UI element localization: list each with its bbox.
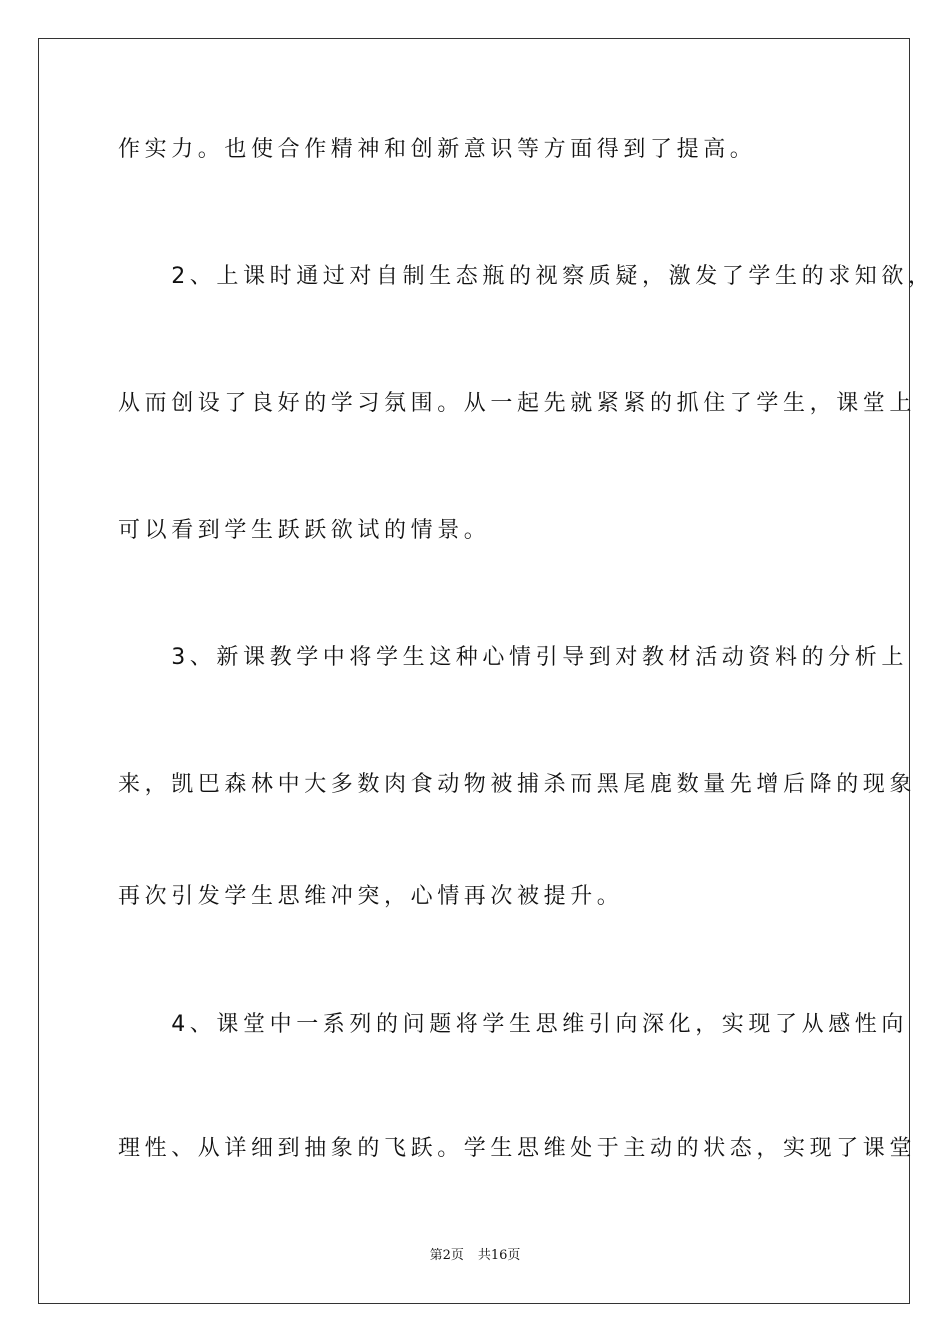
body-text-line: 可以看到学生跃跃欲试的情景。 bbox=[118, 518, 491, 543]
body-text-line: 从而创设了良好的学习氛围。从一起先就紧紧的抓住了学生，课堂上 bbox=[118, 391, 917, 416]
body-text-line: 理性、从详细到抽象的飞跃。学生思维处于主动的状态，实现了课堂 bbox=[118, 1136, 917, 1161]
body-text-line: 3、新课教学中将学生这种心情引导到对教材活动资料的分析上 bbox=[118, 645, 908, 670]
body-text-line: 2、上课时通过对自制生态瓶的视察质疑，激发了学生的求知欲， bbox=[118, 264, 935, 289]
body-text-line: 4、课堂中一系列的问题将学生思维引向深化，实现了从感性向 bbox=[118, 1012, 908, 1037]
page-footer bbox=[0, 1247, 950, 1265]
total-pages: 共16页 bbox=[477, 1248, 521, 1263]
body-text-line: 作实力。也使合作精神和创新意识等方面得到了提高。 bbox=[118, 137, 757, 162]
body-text-line: 再次引发学生思维冲突，心情再次被提升。 bbox=[118, 884, 624, 909]
body-text-line: 来，凯巴森林中大多数肉食动物被捕杀而黑尾鹿数量先增后降的现象 bbox=[118, 772, 917, 797]
page-number: 第2页 bbox=[429, 1248, 464, 1263]
